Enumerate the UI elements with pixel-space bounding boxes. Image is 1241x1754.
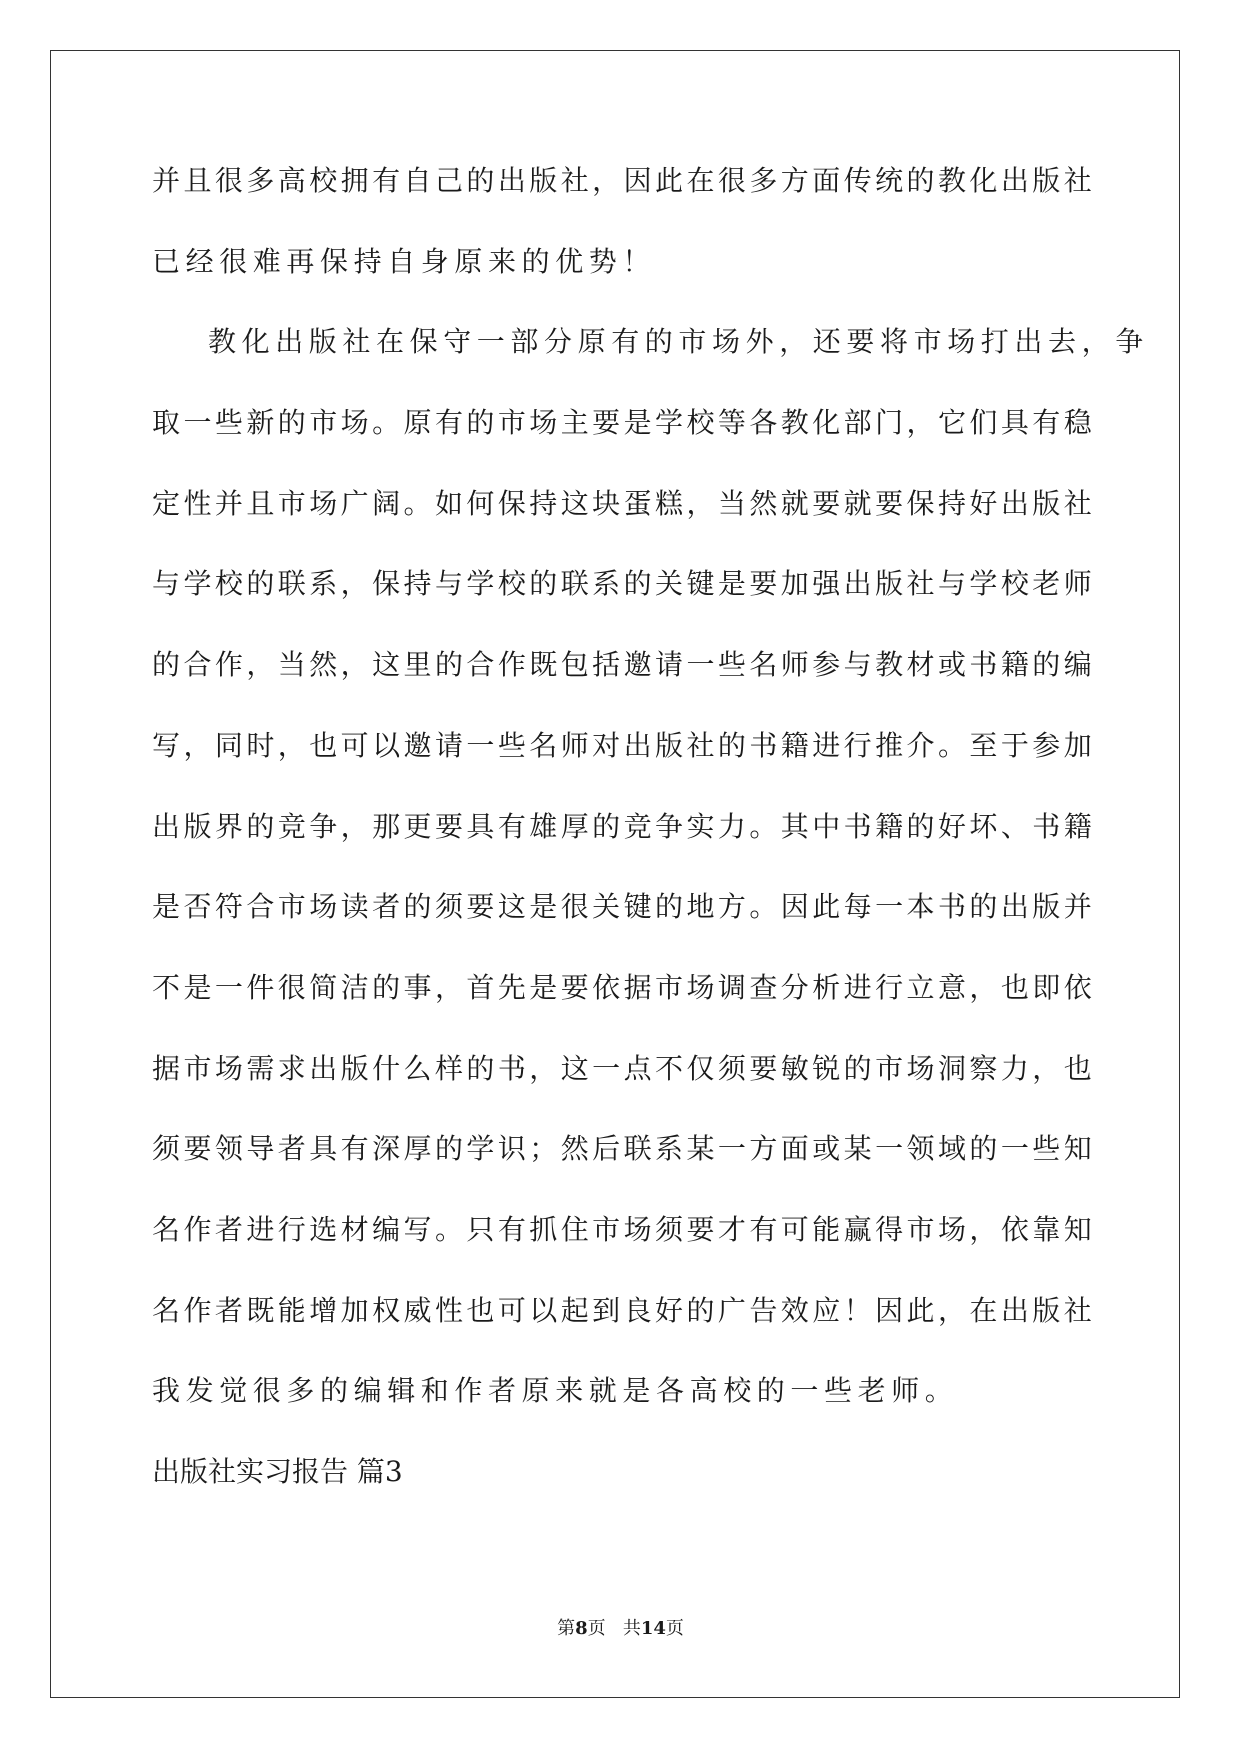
text-line: 不 是 一 件 很 简 洁 的 事 ， 首 先 是 要 依 据 市 场 调 查 分 析 进 行 立 意 ， 也 即 依 bbox=[152, 970, 1092, 1004]
text-line: 写 ， 同 时 ， 也 可 以 邀 请 一 些 名 师 对 出 版 社 的 书 籍 进 行 推 介 。 至 于 参 加 bbox=[152, 728, 1092, 762]
text-line: 与 学 校 的 联 系 ， 保 持 与 学 校 的 联 系 的 关 键 是 要 加 强 出 版 社 与 学 校 老 师 bbox=[152, 567, 1092, 601]
section-heading: 出版社实习报告 篇3 bbox=[152, 1455, 403, 1488]
current-page-number: 8 bbox=[575, 1618, 588, 1639]
text-line: 已经很难再保持自身原来的优势！ bbox=[152, 244, 657, 278]
footer-page-suffix: 页 bbox=[587, 1618, 606, 1639]
total-pages-number: 14 bbox=[640, 1618, 666, 1639]
document-body bbox=[152, 164, 1149, 1536]
text-line: 名 作 者 进 行 选 材 编 写 。 只 有 抓 住 市 场 须 要 才 有 可 能 赢 得 市 场 ， 依 靠 知 bbox=[152, 1212, 1092, 1246]
footer-prefix: 第 bbox=[557, 1618, 576, 1639]
text-line: 须 要 领 导 者 具 有 深 厚 的 学 识 ； 然 后 联 系 某 一 方 面 或 某 一 领 域 的 一 些 知 bbox=[152, 1132, 1092, 1166]
text-line: 据 市 场 需 求 出 版 什 么 样 的 书 ， 这 一 点 不 仅 须 要 敏 锐 的 市 场 洞 察 力 ， 也 bbox=[152, 1051, 1092, 1085]
text-line: 我发觉很多的编辑和作者原来就是各高校的一些老师。 bbox=[152, 1374, 959, 1408]
text-line: 名 作 者 既 能 增 加 权 威 性 也 可 以 起 到 良 好 的 广 告 效 应 ！ 因 此 ， 在 出 版 社 bbox=[152, 1293, 1092, 1327]
text-line: 取 一 些 新 的 市 场 。 原 有 的 市 场 主 要 是 学 校 等 各 教 化 部 门 ， 它 们 具 有 稳 bbox=[152, 406, 1092, 440]
footer-total-suffix: 页 bbox=[665, 1618, 684, 1639]
text-line: 是 否 符 合 市 场 读 者 的 须 要 这 是 很 关 键 的 地 方 。 因 此 每 一 本 书 的 出 版 并 bbox=[152, 890, 1092, 924]
text-line: 的 合 作 ， 当 然 ， 这 里 的 合 作 既 包 括 邀 请 一 些 名 师 参 与 教 材 或 书 籍 的 编 bbox=[152, 648, 1092, 682]
footer-total-prefix: 共 bbox=[622, 1618, 641, 1639]
page-footer bbox=[0, 1614, 1241, 1640]
paragraph-first-line: 教化出版社在保守一部分原有的市场外，还要将市场打出去，争 bbox=[208, 325, 1149, 359]
text-line: 定 性 并 且 市 场 广 阔 。 如 何 保 持 这 块 蛋 糕 ， 当 然 就 要 就 要 保 持 好 出 版 社 bbox=[152, 486, 1092, 520]
text-line: 出 版 界 的 竞 争 ， 那 更 要 具 有 雄 厚 的 竞 争 实 力 。 其 中 书 籍 的 好 坏 、 书 籍 bbox=[152, 809, 1092, 843]
text-line: 并 且 很 多 高 校 拥 有 自 己 的 出 版 社 ， 因 此 在 很 多 方 面 传 统 的 教 化 出 版 社 bbox=[152, 164, 1092, 197]
